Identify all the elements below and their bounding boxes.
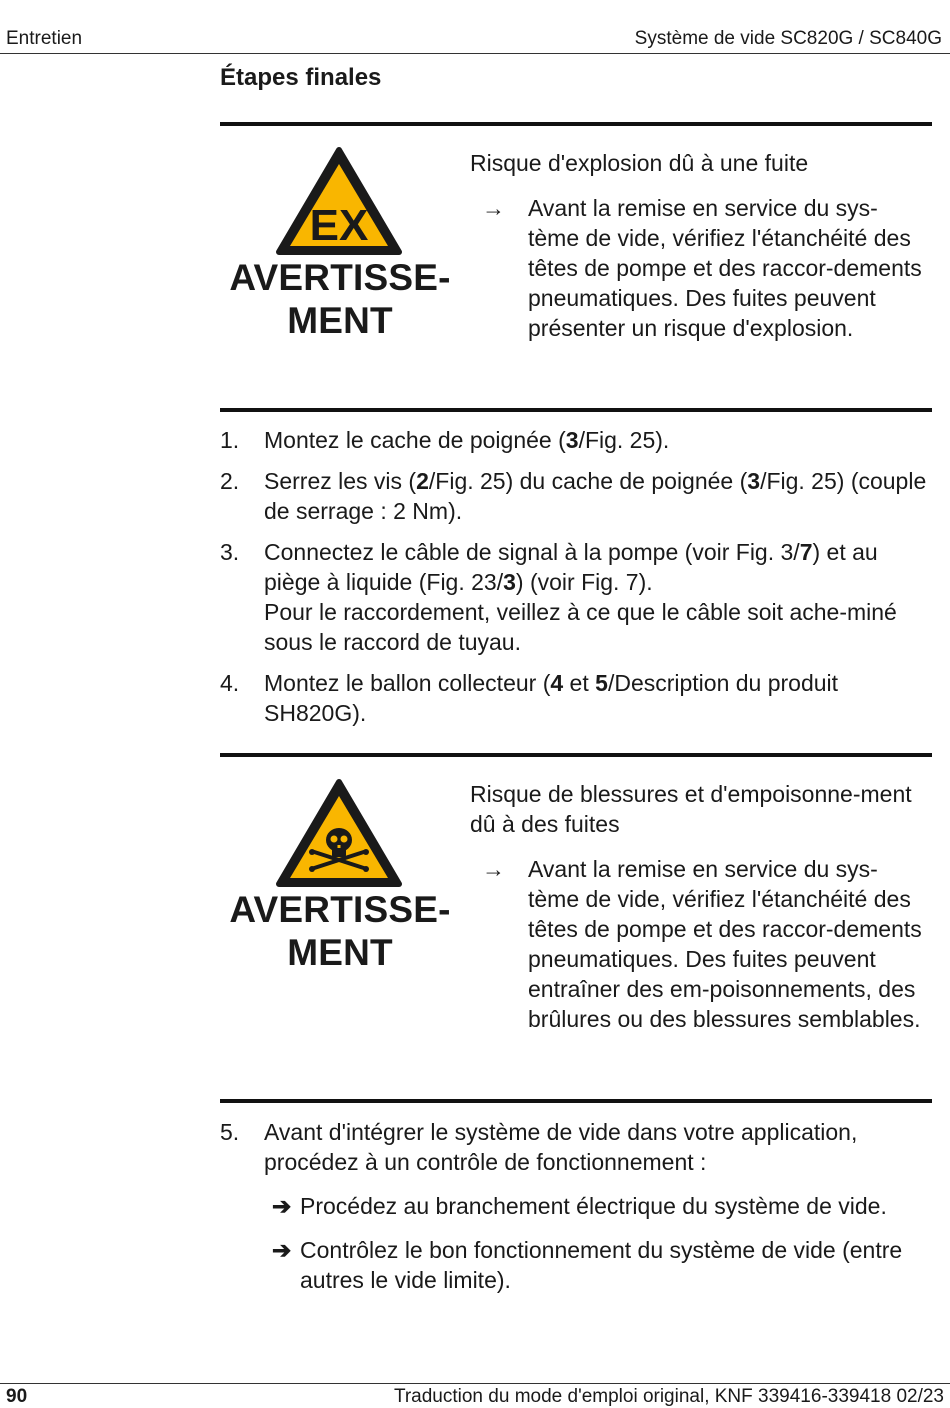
arrow-right-icon: → [482,195,505,221]
page-number: 90 [6,1386,28,1407]
step-number: 2. [220,468,240,494]
step5-block [220,1117,932,1295]
step-text: Avant d'intégrer le système de vide dans votre application, procédez à un contrôle de fonctionnement : [264,1119,858,1175]
step-text: Connectez le câble de signal à la pompe (voir Fig. 3/7) et au piège à liquide (Fig. 23/3) (voir Fig. 7). Pour le raccordement, veillez à ce que le câble soit ache-miné sous le raccord de tuyau. [264,539,897,655]
footer-divider [0,1383,950,1384]
substep-text: Procédez au branchement électrique du système de vide. [300,1193,887,1219]
toxic-skull-warning-icon [275,778,403,890]
warning2-label [222,888,458,974]
substep-text: Contrôlez le bon fonctionnement du système de vide (entre autres le vide limite). [300,1237,903,1293]
warning1-bullet-text: Avant la remise en service du sys-tème de vide, vérifiez l'étanchéité des têtes de pompe et des raccor-dements pneumatiques. Des fuites peuvent présenter un risque d'explosion. [528,195,922,341]
substep-item [264,1191,932,1221]
warning1-title: Risque d'explosion dû à une fuite [470,150,809,176]
step-number: 3. [220,539,240,565]
warning2-label-line2: MENT [287,932,393,973]
section-title: Étapes finales [220,64,382,91]
warning1-label-line2: MENT [287,300,393,341]
warning2-top-rule [220,753,932,757]
arrow-right-icon: → [482,856,505,882]
step-number: 5. [220,1119,240,1145]
step-text: Serrez les vis (2/Fig. 25) du cache de poignée (3/Fig. 25) (couple de serrage : 2 Nm). [264,468,927,524]
warning1-label-line1: AVERTISSE- [229,257,451,298]
warning2-bottom-rule [220,1099,932,1103]
header-section-label: Entretien [6,28,83,49]
step-item [220,668,932,728]
header-product-title: Système de vide SC820G / SC840G [634,28,942,49]
warning2-label-line1: AVERTISSE- [229,889,451,930]
substep-item [264,1235,932,1295]
bold-arrow-right-icon: ➔ [272,1193,292,1219]
warning1-label [222,256,458,342]
step-item [220,466,932,526]
step-item [220,1117,932,1295]
footer-document-reference: Traduction du mode d'emploi original, KNF 339416-339418 02/23 [393,1386,944,1407]
header-divider [0,53,950,54]
step-item [220,537,932,657]
step-number: 4. [220,670,240,696]
step-text: Montez le cache de poignée (3/Fig. 25). [264,427,670,453]
step-item [220,425,932,455]
warning1-top-rule [220,122,932,126]
step-text: Montez le ballon collecteur (4 et 5/Description du produit SH820G). [264,670,839,726]
step-number: 1. [220,427,240,453]
warning2-bullet-text: Avant la remise en service du sys-tème de vide, vérifiez l'étanchéité des têtes de pompe et des raccor-dements pneumatiques. Des fuites peuvent entraîner des em-poisonnements, des brûlures ou des blessures semblables. [528,856,922,1032]
warning1-bottom-rule [220,408,932,412]
ex-symbol-text: EX [309,201,369,250]
bold-arrow-right-icon: ➔ [272,1237,292,1263]
explosion-ex-warning-icon [275,146,403,258]
steps-list [220,425,932,739]
warning2-title: Risque de blessures et d'empoisonne-ment dû à des fuites [470,781,912,837]
